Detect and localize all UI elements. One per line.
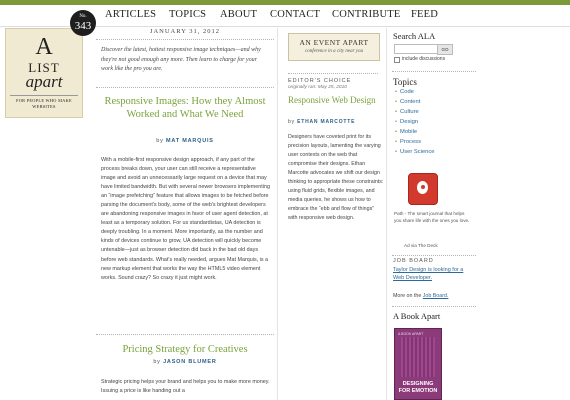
divider	[288, 73, 378, 74]
search-go-button[interactable]: GO	[437, 44, 453, 55]
column-divider	[277, 28, 278, 400]
topic-mobile[interactable]	[395, 129, 417, 135]
nav-contact[interactable]: CONTACT	[270, 9, 321, 20]
editors-choice-label: EDITOR'S CHOICE	[288, 78, 352, 84]
byline-prefix: by	[288, 119, 295, 125]
issue-badge[interactable]	[70, 10, 96, 36]
include-discussions-checkbox[interactable]	[394, 57, 400, 63]
more-prefix: More on the	[393, 293, 422, 299]
byline-prefix: by	[153, 359, 161, 365]
divider	[392, 255, 476, 256]
bullet-icon: •	[395, 139, 398, 145]
nav-feed[interactable]: FEED	[411, 9, 439, 20]
article-byline	[96, 359, 274, 365]
editors-choice-title[interactable]: Responsive Web Design	[288, 95, 376, 105]
logo-letter-a: A	[35, 34, 53, 60]
issue-number: 343	[74, 20, 92, 32]
nav-contribute[interactable]: CONTRIBUTE	[332, 9, 401, 20]
ad-copy[interactable]: Path - The smart journal that helps you share life with the ones you love.	[394, 211, 470, 223]
book-cover-designing-for-emotion[interactable]	[394, 328, 442, 400]
article-excerpt: With a mobile-first responsive design approach, if any part of the process breaks down, your user can still receive a representative image and avoid an unnecessarily large request on a device that may have limited bandwidth. But with several newer browsers implementing an “image prefetching” feature that allows images to be fetched before parsing the document's body, some of the web's brightest developers are abandoning responsive images in favor of user agent detection, at least as a temporary solution. For us standardistas, UA detection is deeply troubling. In a moment. More importantly, as the number and kinds of devices continue to grow, UA detection will quickly become untenable—just as browser detection did back in the bad old days before web standards. What's really needed, argues Mat Marquis, is a new markup element that works the way the HTML5 video element works. Sound crazy? So crazy it just might work.	[101, 157, 270, 281]
topic-code[interactable]	[395, 89, 414, 95]
divider	[96, 334, 274, 335]
logo-list: LIST	[28, 60, 60, 75]
bullet-icon: •	[395, 119, 398, 125]
issue-intro: Discover the latest, hottest responsive image techniques—and why they're not good enough any more. Then learn to charge for your work like the pro you are.	[101, 47, 261, 73]
job-board-link[interactable]: Job Board.	[422, 293, 449, 299]
site-logo[interactable]	[5, 28, 83, 118]
editors-choice-excerpt: Designers have coveted print for its precision layouts, lamenting the varying user contexts on the web that compromise their designs. Ethan Marcotte advocates we shift our design thinking to appropriate these constraints: using fluid grids, flexible images, and media queries, he shows us how to embrace the “ebb and flow of things” with responsive web design.	[288, 134, 384, 222]
book-apart-heading: A Book Apart	[393, 311, 441, 321]
logo-apart: apart	[25, 72, 63, 91]
topic-design[interactable]	[395, 119, 418, 125]
topic-label: User Science	[400, 149, 435, 155]
topic-label: Design	[400, 119, 419, 125]
article-byline	[96, 138, 274, 144]
event-apart-ad[interactable]	[288, 33, 380, 61]
column-divider	[386, 28, 387, 400]
author-link[interactable]: ETHAN MARCOTTE	[297, 119, 356, 125]
original-date: originally ran: May 25, 2010	[288, 85, 347, 90]
path-app-icon[interactable]	[408, 173, 438, 205]
job-listing-link[interactable]: Taylor Design is looking for a Web Developer.	[393, 267, 464, 281]
bullet-icon: •	[395, 149, 398, 155]
topic-label: Code	[400, 89, 414, 95]
bullet-icon: •	[395, 129, 398, 135]
book-publisher-label: A BOOK APART	[398, 332, 424, 336]
author-link[interactable]: MAT MARQUIS	[165, 138, 214, 144]
bullet-icon: •	[395, 99, 398, 105]
include-discussions-label: include discussions	[402, 56, 446, 62]
ad-subtitle: conference in a city near you	[305, 49, 363, 54]
job-board-more	[393, 293, 448, 299]
divider	[392, 71, 476, 72]
book-cover-art	[401, 337, 435, 377]
topic-user-science[interactable]	[395, 149, 435, 155]
topic-label: Process	[400, 139, 421, 145]
job-board-label: JOB BOARD	[393, 258, 434, 264]
issue-label: No.	[79, 14, 87, 19]
ad-title: AN EVENT APART	[299, 38, 369, 47]
topic-process[interactable]	[395, 139, 421, 145]
topic-content[interactable]	[395, 99, 420, 105]
nav-about[interactable]: ABOUT	[220, 9, 258, 20]
author-link[interactable]: JASON BLUMER	[163, 359, 217, 365]
bullet-icon: •	[395, 109, 398, 115]
path-logo-hole	[421, 185, 425, 189]
editors-choice-byline	[288, 119, 355, 125]
search-title: Search ALA	[393, 31, 436, 41]
article-excerpt: Strategic pricing helps your brand and helps you to make more money. Issuing a price is like handing out a	[101, 379, 270, 395]
topic-label: Culture	[400, 109, 419, 115]
nav-topics[interactable]: TOPICS	[169, 9, 207, 20]
divider	[96, 87, 274, 88]
nav-articles[interactable]: ARTICLES	[105, 9, 157, 20]
byline-prefix: by	[156, 138, 164, 144]
divider	[96, 39, 274, 40]
bullet-icon: •	[395, 89, 398, 95]
topics-title: Topics	[393, 77, 417, 87]
topic-culture[interactable]	[395, 109, 419, 115]
search-input[interactable]	[394, 44, 438, 54]
logo-tagline: FOR PEOPLE WHO MAKE WEBSITES	[10, 95, 78, 110]
issue-date: JANUARY 31, 2012	[149, 28, 221, 35]
divider	[392, 306, 476, 307]
article-title-responsive-images[interactable]: Responsive Images: How they Almost Worked and What We Need	[104, 96, 266, 120]
topic-label: Mobile	[400, 129, 418, 135]
article-title-pricing-strategy[interactable]: Pricing Strategy for Creatives	[122, 344, 248, 355]
topic-label: Content	[400, 99, 421, 105]
book-title: DESIGNING FOR EMOTION	[398, 381, 438, 394]
ad-via-link[interactable]: Ad via The Deck	[404, 243, 438, 248]
